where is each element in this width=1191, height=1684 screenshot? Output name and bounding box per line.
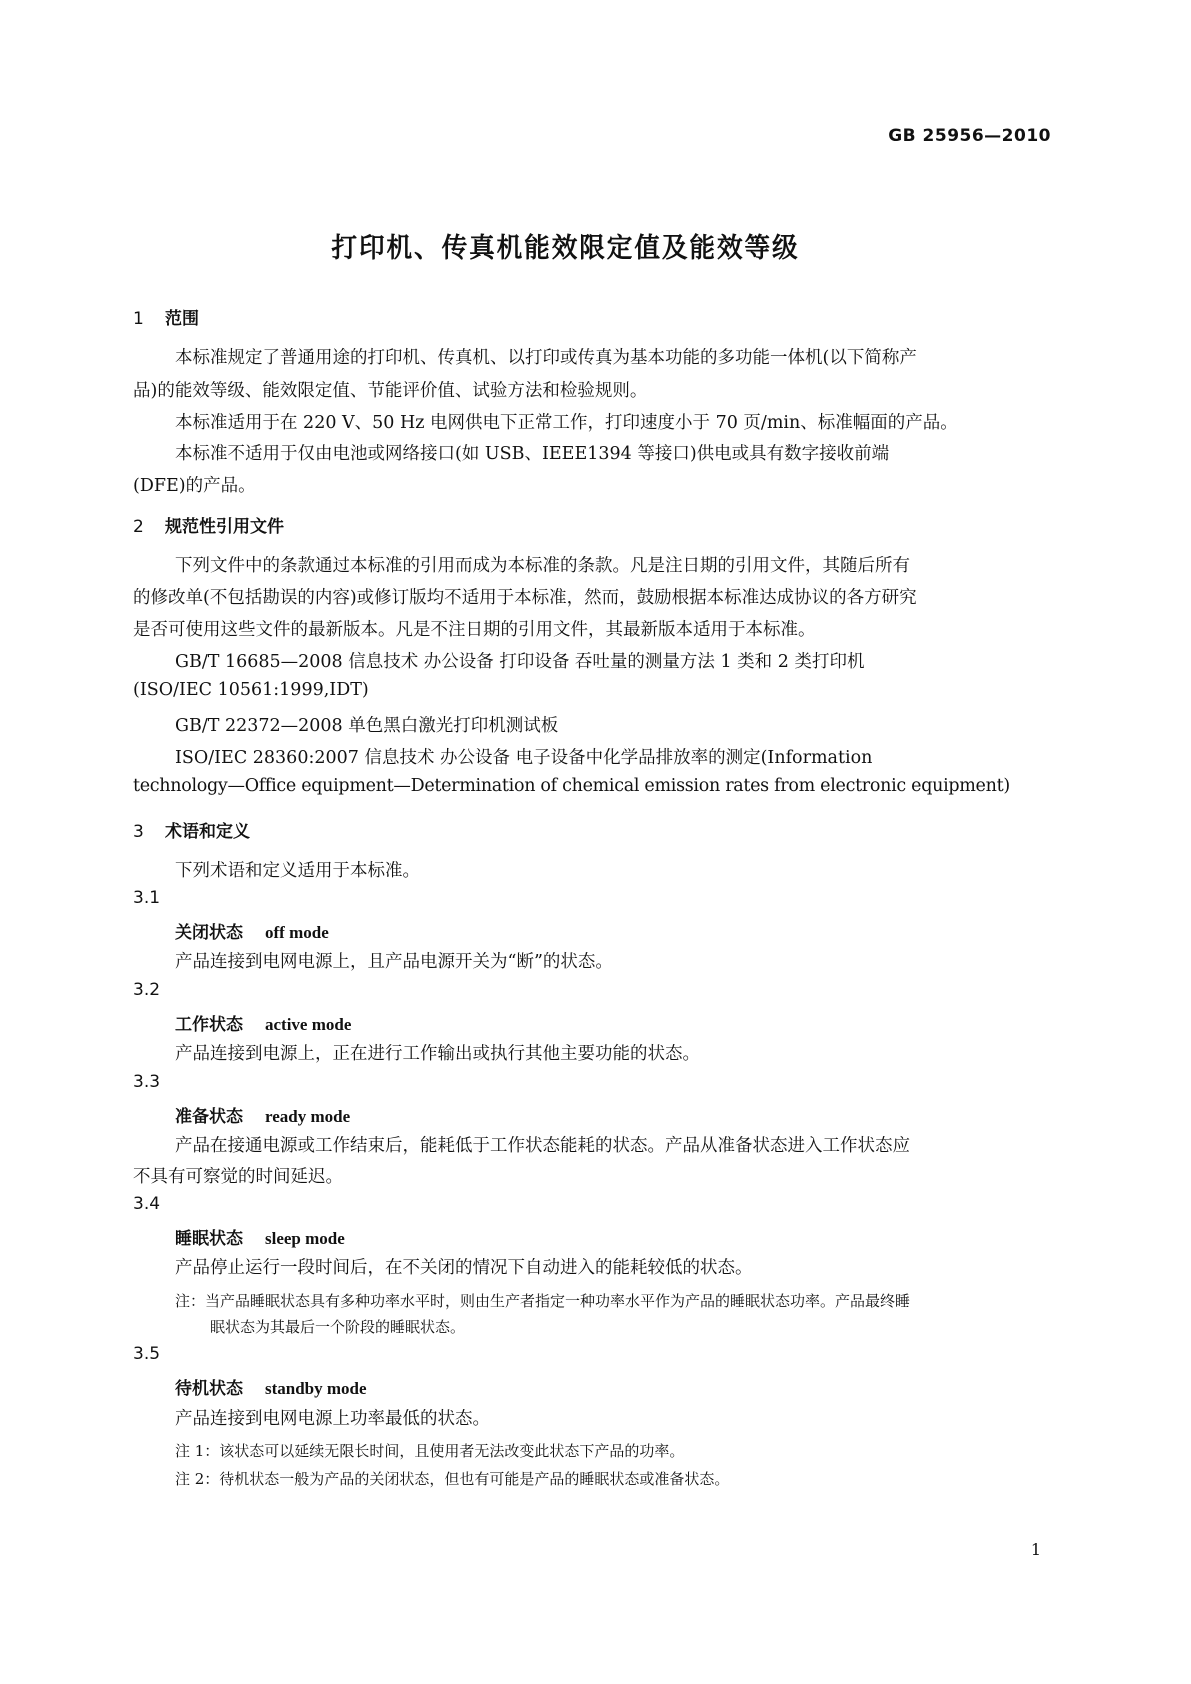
note-line2: 眠状态为其最后一个阶段的睡眠状态。 (210, 1318, 466, 1336)
s3-intro: 下列术语和定义适用于本标准。 (175, 861, 420, 881)
term-definition: 产品连接到电源上，正在进行工作输出或执行其他主要功能的状态。 (175, 1044, 700, 1064)
term-en: off mode (265, 923, 329, 942)
s2-p1-line2: 的修改单(不包括勘误的内容)或修订版均不适用于本标准，然而，鼓励根据本标准达成协议的各方研究 (133, 588, 917, 608)
term-definition-line2: 不具有可察觉的时间延迟。 (133, 1167, 343, 1187)
term-definition: 产品连接到电网电源上，且产品电源开关为“断”的状态。 (175, 952, 613, 972)
section-number: 1 (133, 309, 144, 329)
s2-ref3-line2: technology—Office equipment—Determination of chemical emission rates from electronic equipment) (133, 776, 1010, 796)
section-number: 2 (133, 517, 144, 537)
section-number: 3 (133, 822, 144, 842)
term-number: 3.3 (133, 1072, 161, 1092)
term-en: sleep mode (265, 1229, 345, 1248)
term-number: 3.4 (133, 1194, 161, 1214)
term-title (175, 918, 329, 943)
section-3-heading (133, 817, 250, 842)
s2-ref1-line2: (ISO/IEC 10561:1999,IDT) (133, 680, 369, 700)
note-line1: 注：当产品睡眠状态具有多种功率水平时，则由生产者指定一种功率水平作为产品的睡眠状态功率。产品最终睡 (175, 1292, 911, 1310)
section-title: 术语和定义 (165, 822, 250, 842)
s1-p1-line1: 本标准规定了普通用途的打印机、传真机、以打印或传真为基本功能的多功能一体机(以下简称产 (175, 348, 917, 368)
term-cn: 关闭状态 (175, 923, 243, 943)
s2-p1-line1: 下列文件中的条款通过本标准的引用而成为本标准的条款。凡是注日期的引用文件，其随后所有 (175, 556, 910, 576)
section-title: 范围 (165, 309, 199, 329)
note-2: 注 2：待机状态一般为产品的关闭状态，但也有可能是产品的睡眠状态或准备状态。 (175, 1470, 730, 1488)
s2-ref2: GB/T 22372—2008 单色黑白激光打印机测试板 (175, 716, 559, 736)
section-1-heading (133, 304, 199, 329)
term-en: ready mode (265, 1107, 351, 1126)
term-title (175, 1102, 350, 1127)
s1-p3-line1: 本标准不适用于仅由电池或网络接口(如 USB、IEEE1394 等接口)供电或具有数字接收前端 (175, 444, 890, 464)
term-title (175, 1010, 351, 1035)
s1-p1-line2: 品)的能效等级、能效限定值、节能评价值、试验方法和检验规则。 (133, 381, 648, 401)
section-title: 规范性引用文件 (165, 517, 284, 537)
s1-p3-line2: (DFE)的产品。 (133, 476, 256, 496)
s2-ref1-line1: GB/T 16685—2008 信息技术 办公设备 打印设备 吞吐量的测量方法 1 类和 2 类打印机 (175, 652, 865, 672)
term-cn: 待机状态 (175, 1379, 243, 1399)
page-number: 1 (1030, 1540, 1041, 1559)
term-title (175, 1374, 367, 1399)
term-cn: 准备状态 (175, 1107, 243, 1127)
term-number: 3.5 (133, 1344, 161, 1364)
term-number: 3.1 (133, 888, 161, 908)
term-definition-line1: 产品在接通电源或工作结束后，能耗低于工作状态能耗的状态。产品从准备状态进入工作状态应 (175, 1136, 910, 1156)
term-en: standby mode (265, 1379, 367, 1398)
term-en: active mode (265, 1015, 352, 1034)
term-definition: 产品连接到电网电源上功率最低的状态。 (175, 1409, 490, 1429)
term-title (175, 1224, 345, 1249)
s2-p1-line3: 是否可使用这些文件的最新版本。凡是不注日期的引用文件，其最新版本适用于本标准。 (133, 620, 816, 640)
term-number: 3.2 (133, 980, 161, 1000)
standard-code: GB 25956—2010 (888, 126, 1051, 146)
section-2-heading (133, 512, 284, 537)
document-title: 打印机、传真机能效限定值及能效等级 (331, 233, 800, 264)
term-cn: 工作状态 (175, 1015, 243, 1035)
term-cn: 睡眠状态 (175, 1229, 243, 1249)
s2-ref3-line1: ISO/IEC 28360:2007 信息技术 办公设备 电子设备中化学品排放率的测定(Information (175, 748, 873, 768)
note-1: 注 1：该状态可以延续无限长时间，且使用者无法改变此状态下产品的功率。 (175, 1442, 685, 1460)
term-definition: 产品停止运行一段时间后，在不关闭的情况下自动进入的能耗较低的状态。 (175, 1258, 753, 1278)
s1-p2: 本标准适用于在 220 V、50 Hz 电网供电下正常工作，打印速度小于 70 页/min、标准幅面的产品。 (175, 413, 958, 433)
